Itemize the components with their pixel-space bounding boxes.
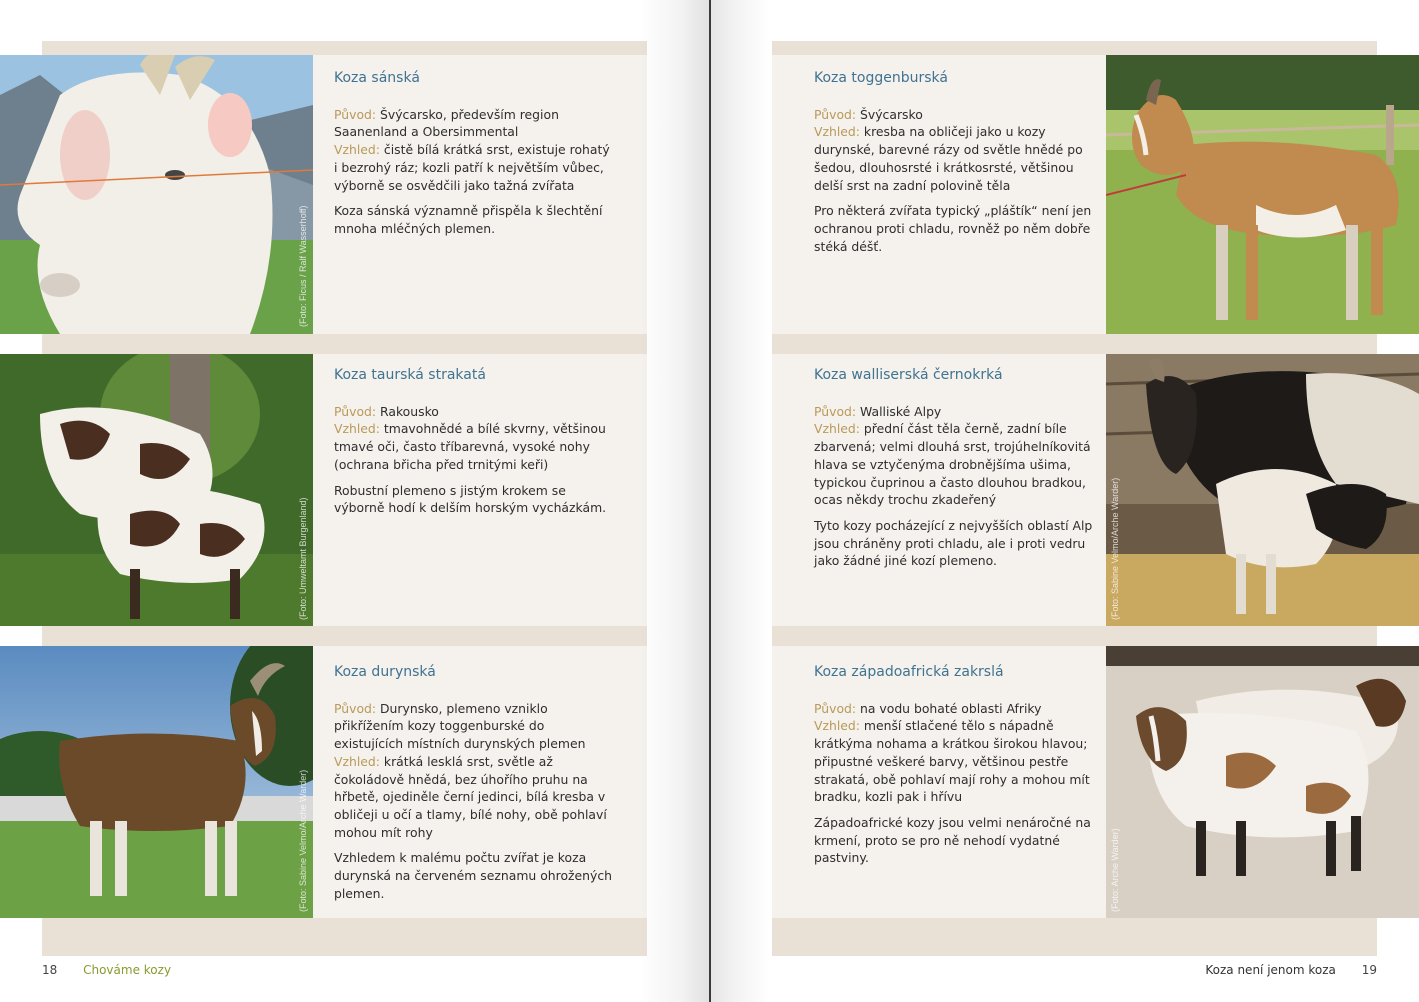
breed-description [814,403,1094,509]
origin-text: Rakousko [380,403,439,419]
breed-title: Koza walliserská černokrká [814,367,1003,383]
breed-title: Koza toggenburská [814,70,948,86]
photo-toggenburg-goat [1106,55,1419,334]
right-page-footer [1205,963,1377,977]
origin-text: Švýcarsko, především region Saanenland a Obersimmental [334,106,559,140]
photo-saanen-goat [0,55,313,334]
origin-text: Walliské Alpy [860,403,942,419]
right-page-band-top [772,41,1377,55]
look-label: Vzhled: [814,124,860,140]
breed-description [334,106,614,195]
left-page-footer [42,963,171,977]
origin-label: Původ: [334,106,377,122]
breed-title: Koza západoafrická zakrslá [814,664,1004,680]
look-label: Vzhled: [814,421,860,437]
breed-title: Koza sánská [334,70,420,86]
look-label: Vzhled: [814,718,860,734]
breed-entry-valais [814,367,1094,578]
look-label: Vzhled: [334,421,380,437]
look-label: Vzhled: [334,142,380,158]
photo-west-african-goat [1106,646,1419,918]
breed-entry-thuringian [334,664,614,910]
look-text: čistě bílá krátká srst, existuje rohatý i bezrohý ráz; kozli patří k největším vůbec, výborně se osvědčili jako tažná zvířata [334,142,610,193]
breed-description [334,700,614,842]
photo-credit: (Foto: Sabine Velmo/Arche Warder) [298,769,308,912]
breed-title: Koza durynská [334,664,436,680]
photo-thuringian-goat [0,646,313,918]
breed-entry-saanen [334,70,614,246]
look-label: Vzhled: [334,753,380,769]
breed-description [814,700,1094,806]
origin-label: Původ: [814,403,857,419]
look-text: krátká lesklá srst, světle až čokoládově hnědá, bez úhořího pruhu na hřbetě, ojediněle černí jedinci, bílá kresba v obličeji u očí a tlamy, bílé nohy, obě pohlaví mohou mít rohy [334,753,607,840]
origin-label: Původ: [334,700,377,716]
origin-label: Původ: [334,403,377,419]
look-text: přední část těla černě, zadní bíle zbarvená; velmi dlouhá srst, trojúhelníkovitá hlava se vztyčenýma drobnějšíma ušima, typickou čuprinou a často dlouhou bradkou, ocas někdy trochu zkadeřený [814,421,1091,508]
gutter-shadow-left [640,0,710,1002]
breed-title: Koza taurská strakatá [334,367,486,383]
book-gutter [709,0,711,1002]
breed-note: Robustní plemeno s jistým krokem se výborně hodí k delším horským vycházkám. [334,482,607,516]
photo-credit: (Foto: Arche Warder) [1110,828,1120,912]
breed-entry-tauern [334,367,614,525]
breed-description [814,106,1094,195]
right-page-band-mid-2 [772,626,1377,646]
left-page-band-mid-2 [42,626,647,646]
gutter-shadow-right [710,0,770,1002]
origin-text: Švýcarsko [860,106,923,122]
breed-note: Koza sánská významně přispěla k šlechtění mnoha mléčných plemen. [334,203,603,236]
look-text: tmavohnědé a bílé skvrny, většinou tmavé oči, často tříbarevná, vysoké nohy (ochrana břicha před trnitými keři) [334,421,606,472]
photo-tauern-goat [0,354,313,626]
breed-entry-toggenburg [814,70,1094,263]
origin-label: Původ: [814,106,857,122]
origin-label: Původ: [814,700,857,716]
photo-valais-goat [1106,354,1419,626]
breed-note: Pro některá zvířata typický „pláštík“ není jen ochranou proti chladu, rovněž po něm dobře stéká déšť. [814,203,1092,254]
left-page-band-bottom [42,918,647,956]
origin-text: Durynsko, plemeno vzniklo přikřížením kozy toggenburské do existujících místních durynských plemen [334,700,586,752]
breed-note: Vzhledem k malému počtu zvířat je koza durynská na červeném seznamu ohrožených plemen. [334,850,613,901]
look-text: kresba na obličeji jako u kozy durynské, barevné rázy od světle hnědé po šedou, dlouhosrsté i krátkosrsté, většinou delší srst na zadní polovině těla [814,124,1083,193]
left-page-band-top [42,41,647,55]
page-number: 18 [42,963,58,977]
photo-credit: (Foto: Ficus / Ralf Wasserhoff) [298,205,308,327]
left-page-band-mid-1 [42,334,647,354]
running-title: Koza není jenom koza [1205,963,1336,977]
breed-entry-west-african [814,664,1094,875]
running-title: Chováme kozy [83,963,172,977]
origin-text: na vodu bohaté oblasti Afriky [860,700,1042,716]
look-text: menší stlačené tělo s nápadně krátkýma nohama a krátkou širokou hlavou; připustné veškeré barvy, většinou pestře strakatá, obě pohlaví mají rohy a mohou mít bradku, kozli pak i hřívu [814,718,1090,805]
photo-credit: (Foto: Umweltamt Burgenland) [298,497,308,620]
photo-credit: (Foto: Sabine Velmo/Arche Warder) [1110,477,1120,620]
breed-note: Tyto kozy pocházející z nejvyšších oblastí Alp jsou chráněny proti chladu, ale i proti vedru jako žádné jiné kozí plemeno. [814,517,1093,569]
page-number: 19 [1361,963,1377,977]
right-page-band-bottom [772,918,1377,956]
breed-note: Západoafrické kozy jsou velmi nenáročné na krmení, proto se pro ně nehodí vydatné pastviny. [814,814,1091,866]
breed-description [334,403,614,474]
right-page-band-mid-1 [772,334,1377,354]
